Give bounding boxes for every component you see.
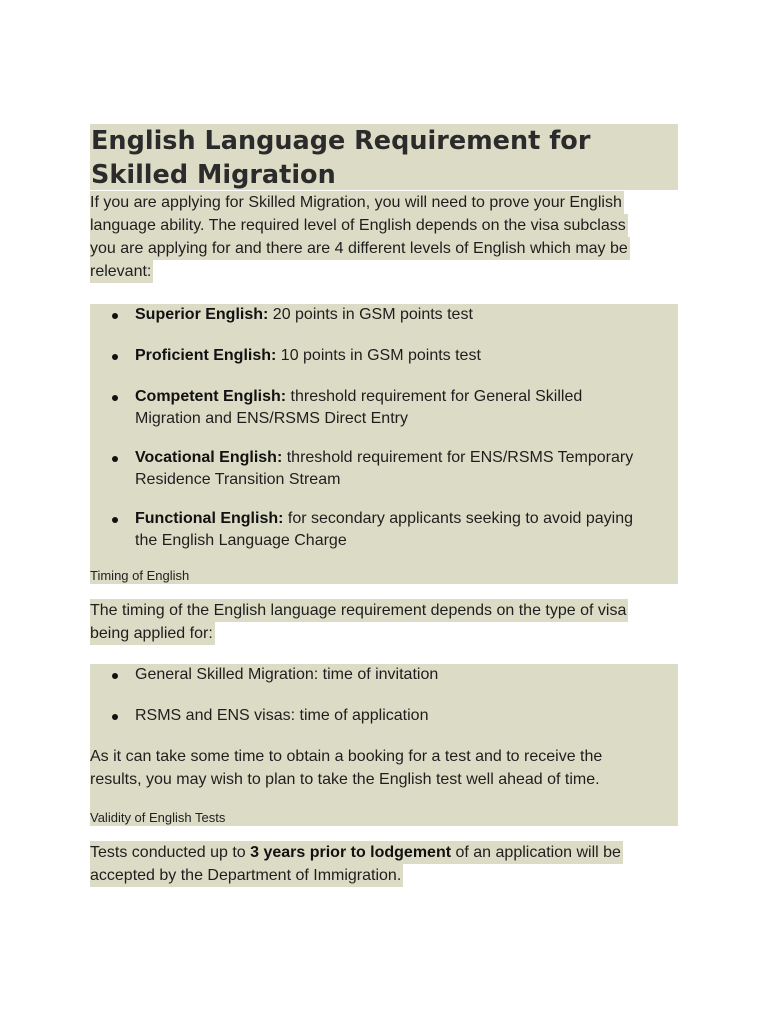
level-term: Vocational English: xyxy=(135,449,283,466)
validity-paragraph xyxy=(90,841,623,887)
level-description: 10 points in GSM points test xyxy=(276,347,481,364)
note-line: results, you may wish to plan to take the English test well ahead of time. xyxy=(90,771,600,788)
level-description-cont: the English Language Charge xyxy=(135,532,347,549)
level-description: threshold requirement for General Skilled xyxy=(286,388,583,405)
validity-text: of an application will be xyxy=(451,844,621,861)
intro-paragraph xyxy=(90,191,630,283)
level-description-cont: Migration and ENS/RSMS Direct Entry xyxy=(135,410,408,427)
timing-heading: Timing of English xyxy=(90,568,190,583)
intro-line: you are applying for and there are 4 different levels of English which may be xyxy=(90,237,630,260)
validity-text: Tests conducted up to xyxy=(90,844,251,861)
level-term: Functional English: xyxy=(135,510,284,527)
bullet-icon xyxy=(112,714,118,720)
level-term: Competent English: xyxy=(135,388,287,405)
timing-paragraph xyxy=(90,599,628,645)
bullet-icon xyxy=(112,456,118,462)
intro-line: language ability. The required level of English depends on the visa subclass xyxy=(90,214,628,237)
timing-line: The timing of the English language requirement depends on the type of visa xyxy=(90,599,628,622)
bullet-icon xyxy=(112,395,118,401)
level-term: Proficient English: xyxy=(135,347,277,364)
bullet-icon xyxy=(112,313,118,319)
level-description: for secondary applicants seeking to avoid paying xyxy=(283,510,633,527)
intro-line: relevant: xyxy=(90,260,153,283)
timing-item: General Skilled Migration: time of invitation xyxy=(135,666,439,683)
page-title xyxy=(90,124,678,190)
level-description: 20 points in GSM points test xyxy=(268,306,473,323)
validity-emphasis: 3 years prior to lodgement xyxy=(250,844,452,861)
level-term: Superior English: xyxy=(135,306,269,323)
level-description-cont: Residence Transition Stream xyxy=(135,471,341,488)
level-description: threshold requirement for ENS/RSMS Temporary xyxy=(282,449,634,466)
bullet-icon xyxy=(112,673,118,679)
timing-line: being applied for: xyxy=(90,622,215,645)
note-line: As it can take some time to obtain a booking for a test and to receive the xyxy=(90,748,603,765)
validity-heading: Validity of English Tests xyxy=(90,810,226,825)
intro-line: If you are applying for Skilled Migration, you will need to prove your English xyxy=(90,191,624,214)
timing-item: RSMS and ENS visas: time of application xyxy=(135,707,429,724)
bullet-icon xyxy=(112,517,118,523)
validity-line: accepted by the Department of Immigration. xyxy=(90,864,403,887)
title-line-1: English Language Requirement for xyxy=(91,126,591,156)
timing-note xyxy=(90,745,602,791)
title-line-2: Skilled Migration xyxy=(91,160,336,190)
bullet-icon xyxy=(112,354,118,360)
